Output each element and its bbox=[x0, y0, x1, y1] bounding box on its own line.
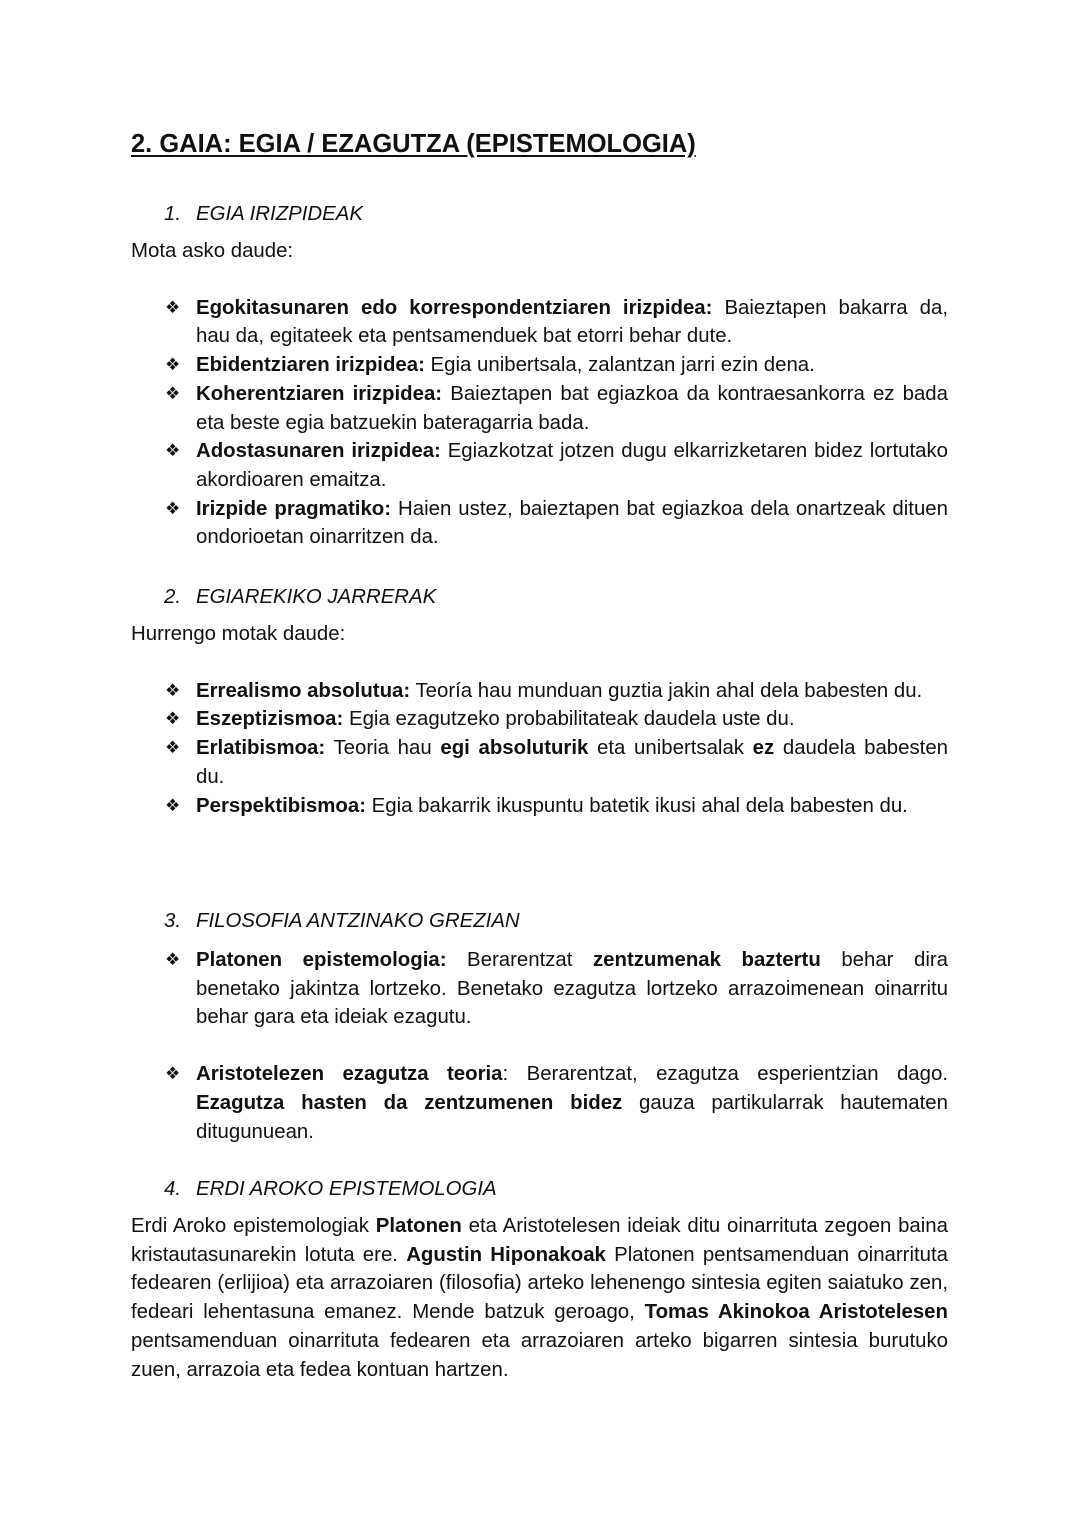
list-item bbox=[131, 677, 948, 706]
section-heading-text: FILOSOFIA ANTZINAKO GREZIAN bbox=[196, 910, 520, 932]
text: Berarentzat bbox=[446, 949, 593, 971]
text: pentsamenduan oinarrituta fedearen eta arrazoiaren arteko bigarren sintesia burutuko zuen, arrazoia eta fedea kontuan hartzen. bbox=[131, 1329, 948, 1381]
bold-text: Egokitasunaren edo korrespondentziaren irizpidea: bbox=[196, 296, 713, 319]
text: Erdi Aroko epistemologiak bbox=[131, 1215, 376, 1237]
diamond-bullet-icon: ❖ bbox=[165, 383, 181, 403]
list-item bbox=[131, 792, 948, 821]
section-heading-text: ERDI AROKO EPISTEMOLOGIA bbox=[196, 1178, 497, 1200]
text: Baieztapen bat egiazkoa da kontraesankorra ez bada eta beste egia batzuekin bateragarria bada. bbox=[196, 382, 948, 434]
text: Teoría hau munduan guztia jakin ahal dela babesten du. bbox=[410, 679, 923, 702]
diamond-bullet-icon: ❖ bbox=[165, 355, 181, 375]
section-heading bbox=[164, 907, 948, 936]
section-heading-text: EGIA IRIZPIDEAK bbox=[196, 203, 363, 225]
bullet-list bbox=[131, 294, 948, 552]
text: gauza partikularrak hautematen ditugunuean. bbox=[196, 1091, 948, 1143]
bold-text: Koherentziaren irizpidea: bbox=[196, 382, 443, 405]
text: Egia ezagutzeko probabilitateak daudela uste du. bbox=[343, 708, 795, 731]
section-number: 2. bbox=[164, 586, 182, 608]
bold-text: Ebidentziaren irizpidea: bbox=[196, 354, 425, 377]
section-paragraph bbox=[131, 1212, 948, 1384]
section-1 bbox=[131, 200, 948, 552]
bold-text: Erlatibismoa: bbox=[196, 737, 326, 760]
diamond-bullet-icon: ❖ bbox=[165, 441, 181, 461]
text: Baieztapen bakarra da, hau da, egitateek eta pentsamenduek bat etorri behar dute. bbox=[196, 296, 948, 348]
text: Teoria hau bbox=[325, 737, 441, 760]
diamond-bullet-icon: ❖ bbox=[165, 498, 181, 518]
bullet-list bbox=[131, 677, 948, 821]
section-number: 3. bbox=[164, 910, 182, 932]
section-4 bbox=[131, 1175, 948, 1384]
list-item bbox=[131, 437, 948, 494]
section-2 bbox=[131, 583, 948, 820]
text: Egiazkotzat jotzen dugu elkarrizketaren bidez lortutako akordioaren emaitza. bbox=[196, 440, 948, 491]
section-intro: Hurrengo motak daude: bbox=[131, 623, 346, 645]
bold-text: egi absoluturik bbox=[440, 737, 589, 760]
section-heading bbox=[164, 200, 948, 229]
bold-text: Perspektibismoa: bbox=[196, 794, 366, 817]
bold-text: Errealismo absolutua: bbox=[196, 679, 411, 702]
list-item bbox=[131, 705, 948, 734]
section-heading bbox=[164, 583, 948, 612]
bold-text: zentzumenak baztertu bbox=[592, 949, 821, 971]
list-item bbox=[131, 734, 948, 791]
text: Platonen pentsamenduan oinarrituta fedearen (erlijioa) eta arrazoiaren (filosofia) arteko lehenengo sintesia egiten saiatuko zen, fedeari lehentasuna emanez. Mende batzuk geroago, bbox=[131, 1243, 948, 1324]
text: eta unibertsalak bbox=[588, 737, 753, 760]
bold-text: Adostasunaren irizpidea: bbox=[196, 440, 441, 463]
bold-text: Platonen bbox=[375, 1215, 462, 1237]
text: Egia bakarrik ikuspuntu batetik ikusi ahal dela babesten du. bbox=[366, 794, 908, 817]
text: behar dira benetako jakintza lortzeko. Benetako ezagutza lortzeko arrazoimenean oinarritu behar gara eta ideiak ezagutu. bbox=[196, 949, 948, 1029]
bold-text: Eszeptizismoa: bbox=[196, 708, 344, 731]
list-item bbox=[131, 351, 948, 380]
list-item bbox=[131, 380, 948, 437]
section-heading bbox=[164, 1175, 948, 1204]
section-number: 1. bbox=[164, 203, 182, 225]
diamond-bullet-icon: ❖ bbox=[165, 950, 181, 969]
section-intro: Mota asko daude: bbox=[131, 240, 294, 262]
text: eta Aristotelesen ideiak ditu oinarrituta zegoen baina kristautasunarekin lotuta ere. bbox=[131, 1215, 948, 1266]
list-item bbox=[131, 1060, 948, 1146]
section-heading-text: EGIAREKIKO JARRERAK bbox=[196, 586, 437, 608]
bold-text: Irizpide pragmatiko: bbox=[196, 497, 392, 520]
diamond-bullet-icon: ❖ bbox=[165, 709, 181, 729]
diamond-bullet-icon: ❖ bbox=[165, 297, 181, 317]
list-item bbox=[131, 294, 948, 351]
bold-text: Agustin Hiponakoak bbox=[406, 1243, 606, 1266]
text: : Berarentzat, ezagutza esperientzian dago. bbox=[502, 1063, 948, 1086]
list-item bbox=[131, 946, 948, 1032]
page-title: 2. GAIA: EGIA / EZAGUTZA (EPISTEMOLOGIA) bbox=[131, 130, 696, 158]
diamond-bullet-icon: ❖ bbox=[165, 680, 181, 700]
bullet-list bbox=[131, 946, 948, 1146]
diamond-bullet-icon: ❖ bbox=[165, 1064, 181, 1084]
bold-text: Tomas Akinokoa Aristotelesen bbox=[644, 1301, 948, 1324]
text: Haien ustez, baieztapen bat egiazkoa dela onartzeak dituen ondorioetan oinarritzen da. bbox=[196, 497, 948, 549]
bold-text: Platonen epistemologia: bbox=[196, 949, 447, 971]
diamond-bullet-icon: ❖ bbox=[165, 795, 181, 815]
bold-text: ez bbox=[752, 737, 775, 760]
bold-text: Ezagutza hasten da zentzumenen bidez bbox=[196, 1091, 623, 1114]
text: daudela babesten du. bbox=[196, 737, 949, 788]
list-item bbox=[131, 495, 948, 552]
diamond-bullet-icon: ❖ bbox=[165, 738, 181, 758]
section-3 bbox=[131, 907, 948, 1146]
text: Egia unibertsala, zalantzan jarri ezin dena. bbox=[424, 354, 815, 377]
section-number: 4. bbox=[164, 1178, 182, 1200]
bold-text: Aristotelezen ezagutza teoria bbox=[196, 1063, 503, 1086]
